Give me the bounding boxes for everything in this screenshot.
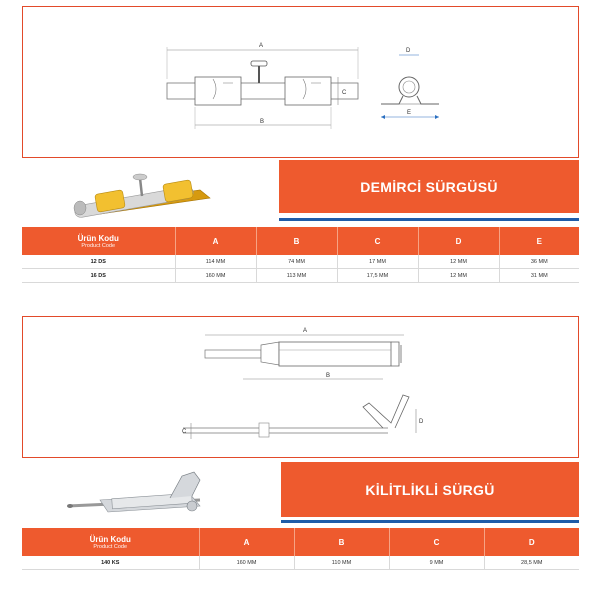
dim-label-e: E (407, 110, 412, 116)
demirci-title-banner (279, 160, 579, 213)
demirci-blue-accent (279, 218, 579, 221)
dim-label-c: C (342, 90, 347, 96)
cell-value: 12 MM (418, 269, 499, 283)
cell-value: 113 MM (256, 269, 337, 283)
cell-value: 74 MM (256, 255, 337, 269)
header-code-sub: Product Code (93, 543, 128, 550)
dim-label-a: A (259, 43, 264, 49)
kilitlikli-title-banner (281, 462, 579, 517)
header-product-code (22, 227, 175, 255)
cell-value: 31 MM (499, 269, 579, 283)
header-col-d: D (418, 227, 499, 255)
row-code: 12 DS (22, 255, 175, 269)
cell-value: 160 MM (199, 556, 294, 570)
dim-label-b: B (260, 119, 265, 125)
header-col-c: C (337, 227, 418, 255)
cell-value: 17,5 MM (337, 269, 418, 283)
dim-label-a: A (303, 328, 308, 334)
kilitlikli-title: KİLİTLİKLİ SÜRGÜ (365, 481, 495, 498)
dim-label-c: C (182, 429, 187, 435)
table-header-row (22, 227, 579, 255)
technical-drawing-kilitlikli (22, 316, 579, 458)
kilitlikli-product-image (60, 466, 220, 522)
cell-value: 36 MM (499, 255, 579, 269)
header-col-c: C (389, 528, 484, 556)
header-col-b: B (294, 528, 389, 556)
header-col-a: A (175, 227, 256, 255)
row-code: 16 DS (22, 269, 175, 283)
demirci-product-image (70, 166, 220, 222)
table-header-row (22, 528, 579, 556)
header-col-d: D (484, 528, 579, 556)
table-row (22, 556, 579, 570)
cell-value: 28,5 MM (484, 556, 579, 570)
dim-label-d: D (419, 419, 424, 425)
cell-value: 9 MM (389, 556, 484, 570)
cell-value: 110 MM (294, 556, 389, 570)
header-code-sub: Product Code (81, 242, 116, 249)
cell-value: 160 MM (175, 269, 256, 283)
dim-label-d: D (406, 48, 411, 54)
cell-value: 114 MM (175, 255, 256, 269)
header-col-b: B (256, 227, 337, 255)
demirci-title: DEMİRCİ SÜRGÜSÜ (360, 178, 498, 195)
header-col-e: E (499, 227, 579, 255)
kilitlikli-drawing-svg (23, 317, 580, 459)
row-code: 140 KS (22, 556, 199, 570)
header-col-a: A (199, 528, 294, 556)
header-product-code (22, 528, 199, 556)
cell-value: 12 MM (418, 255, 499, 269)
technical-drawing-demirci (22, 6, 579, 158)
dim-label-b: B (326, 373, 331, 379)
cell-value: 17 MM (337, 255, 418, 269)
table-row (22, 269, 579, 283)
table-row (22, 255, 579, 269)
header-code-label: Ürün Kodu (77, 233, 119, 243)
demirci-drawing-svg (23, 7, 580, 159)
header-code-label: Ürün Kodu (89, 534, 131, 544)
demirci-spec-table (22, 227, 579, 283)
kilitlikli-spec-table (22, 528, 579, 570)
kilitlikli-blue-accent (281, 520, 579, 523)
